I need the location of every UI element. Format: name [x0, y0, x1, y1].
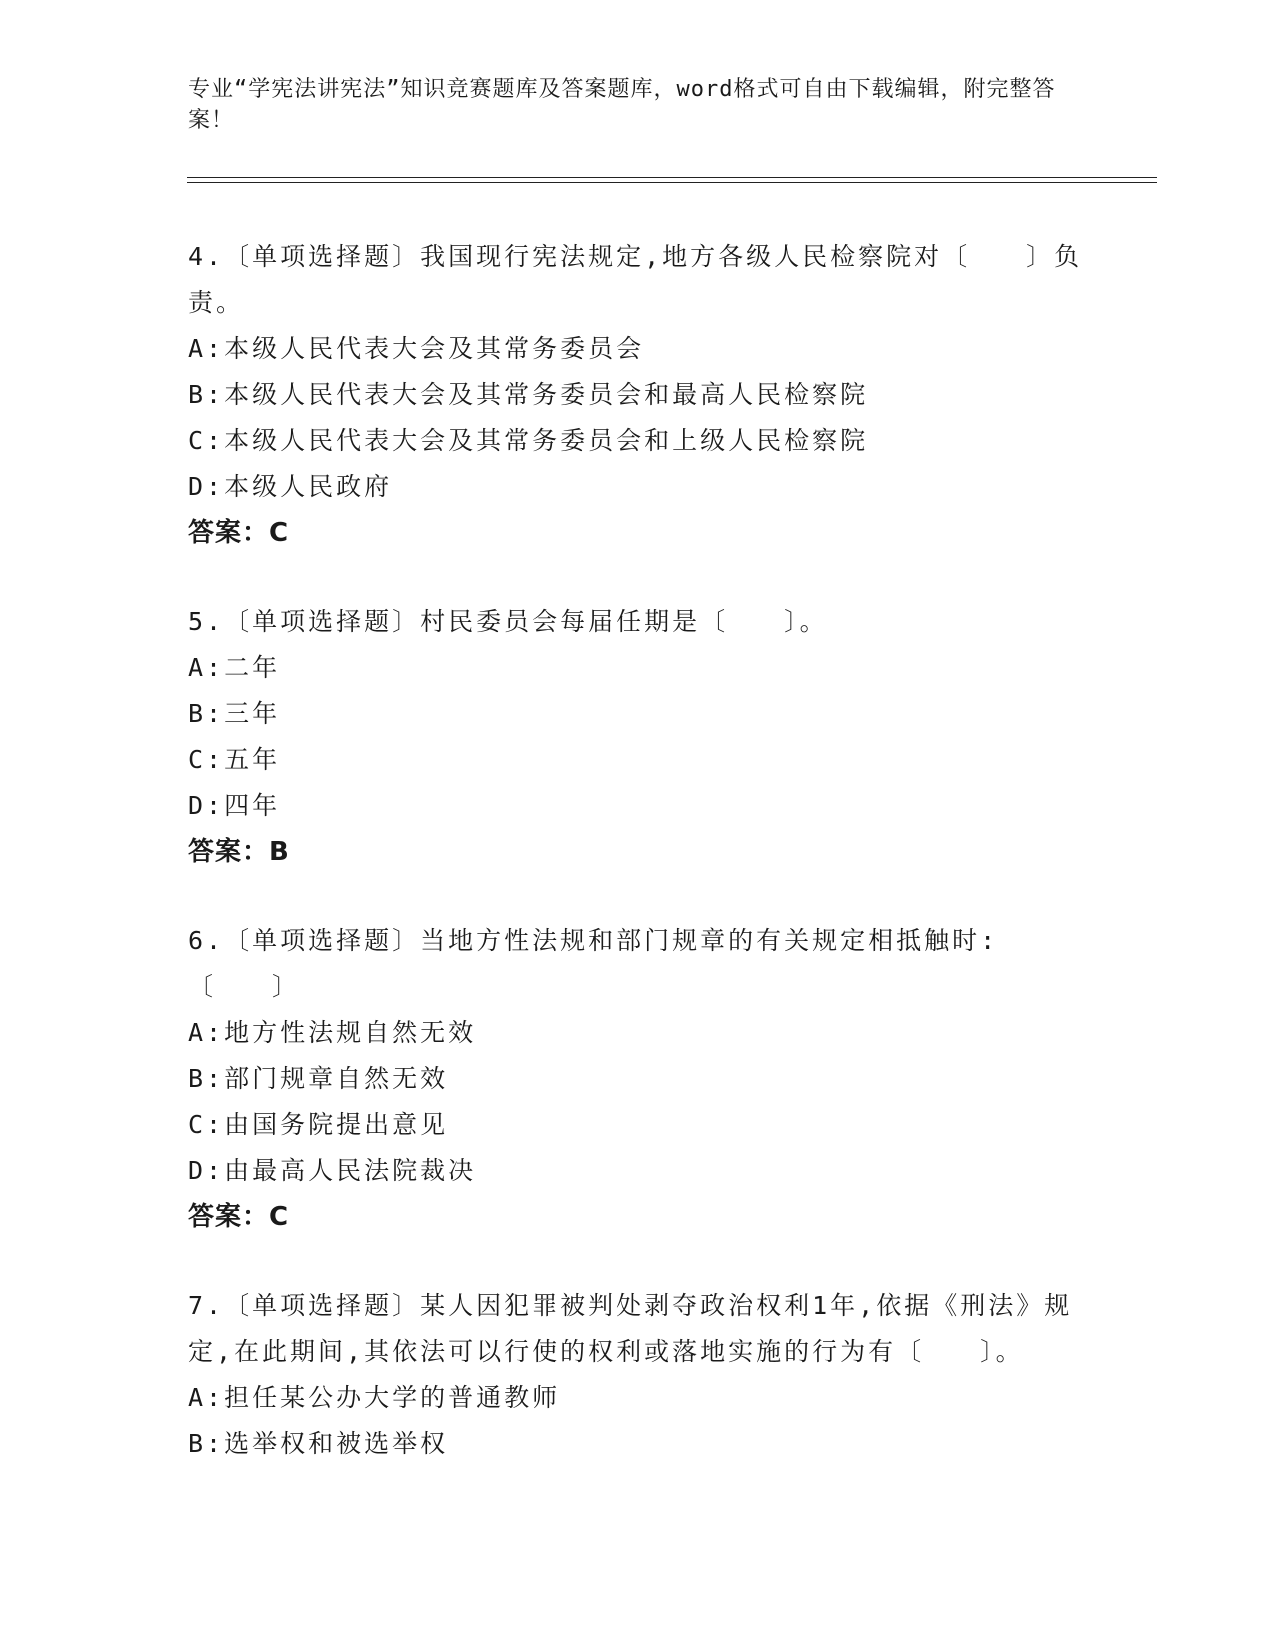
option-d: D:由最高人民法院裁决	[188, 1156, 477, 1185]
option-b: B:部门规章自然无效	[188, 1064, 449, 1093]
option-c: C:五年	[188, 745, 281, 774]
document-header-title: 专业“学宪法讲宪法”知识竞赛题库及答案题库，word格式可自由下载编辑，附完整答案！	[188, 77, 1056, 133]
question-stem: 5.〔单项选择题〕村民委员会每届任期是〔 〕。	[188, 607, 828, 636]
answer: 答案：C	[188, 1202, 290, 1232]
option-a: A:担任某公办大学的普通教师	[188, 1383, 561, 1412]
question-6	[188, 918, 1088, 1240]
option-d: D:本级人民政府	[188, 472, 393, 501]
question-stem: 4.〔单项选择题〕我国现行宪法规定,地方各级人民检察院对〔 〕负责。	[188, 242, 1083, 317]
question-7	[188, 1283, 1088, 1467]
option-a: A:本级人民代表大会及其常务委员会	[188, 334, 645, 363]
question-stem: 7.〔单项选择题〕某人因犯罪被判处剥夺政治权利1年,依据《刑法》规定,在此期间,其依法可以行使的权利或落地实施的行为有〔 〕。	[188, 1291, 1073, 1366]
answer: 答案：B	[188, 837, 290, 867]
option-d: D:四年	[188, 791, 281, 820]
option-b: B:选举权和被选举权	[188, 1429, 449, 1458]
question-4	[188, 234, 1088, 556]
option-a: A:地方性法规自然无效	[188, 1018, 477, 1047]
header-divider-top	[187, 177, 1157, 178]
option-b: B:本级人民代表大会及其常务委员会和最高人民检察院	[188, 380, 869, 409]
option-b: B:三年	[188, 699, 281, 728]
question-stem: 6.〔单项选择题〕当地方性法规和部门规章的有关规定相抵触时:〔 〕	[188, 926, 999, 1001]
answer: 答案：C	[188, 518, 290, 548]
question-5	[188, 599, 1088, 875]
option-c: C:由国务院提出意见	[188, 1110, 449, 1139]
option-c: C:本级人民代表大会及其常务委员会和上级人民检察院	[188, 426, 869, 455]
option-a: A:二年	[188, 653, 281, 682]
header-divider-bottom	[187, 182, 1157, 183]
